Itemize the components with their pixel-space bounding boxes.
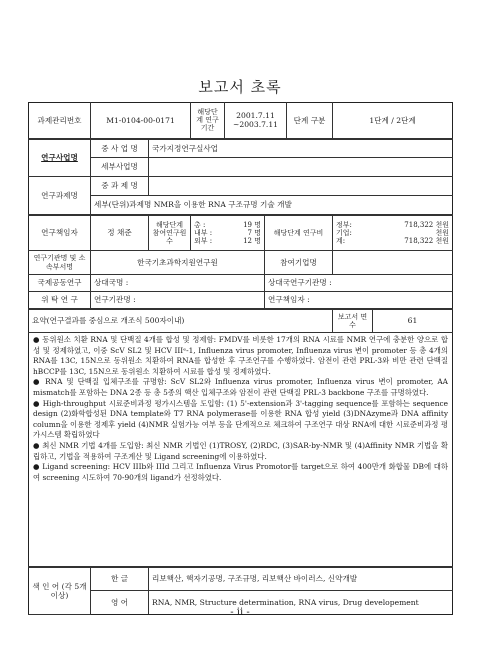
foreign-inst-label: 상대국연구기관명 : xyxy=(268,278,332,288)
keywords-korean-label: 한 글 xyxy=(91,567,149,591)
keywords-english-value: RNA, NMR, Structure determination, RNA virus, Drug developement xyxy=(149,591,453,615)
project-number-value: M1-0104-00-0171 xyxy=(91,103,191,139)
summary-bullet: ● 최신 NMR 기법 4개를 도입함: 최신 NMR 기법인 (1)TROSY, (2)RDC, (3)SAR-by-NMR 및 (4)Affinity NMR 기법을 확립하고, 기법을 적용하여 구조계산 및 Ligand screening에 이용하였다. xyxy=(33,440,449,461)
unit-label: 명 xyxy=(254,236,261,245)
researcher-row xyxy=(29,215,453,251)
program-sub-value xyxy=(149,158,453,177)
program-sub-row xyxy=(29,158,453,177)
researcher-counts xyxy=(191,215,265,251)
summary-bullet: ● Ligand screening: HCV IIIb와 IIId 그리고 Influenza Virus Promotor를 target으로 하여 400만개 화합물 DB에 대하여 screening 시도하여 70-90개의 ligand가 선정하였다. xyxy=(33,462,449,482)
international-row xyxy=(29,275,453,292)
summary-bullet: ● RNA 및 단백질 입체구조를 규명함: ScV SL2와 Influenza virus promoter, Influenza virus 변이 promoter, AA mismatch를 포함하는 DNA 2종 등 총 5종의 핵산 입체구조와 암전이 관련 단백질 PRL-3 backbone 구조를 규명하였다. xyxy=(33,377,449,397)
program-main-value: 국가지정연구실사업 xyxy=(149,139,453,158)
unit-label: 명 xyxy=(254,228,261,237)
international-inst xyxy=(265,275,453,292)
summary-header-row xyxy=(29,309,453,333)
partner-value xyxy=(333,251,453,275)
phase-label: 단계 구분 xyxy=(287,103,333,139)
institution-value: 한국기초과학지원연구원 xyxy=(91,251,265,275)
total-budget-value: 718,322 xyxy=(404,236,434,245)
abstract-table xyxy=(28,102,453,615)
project-number-label: 과제관리번호 xyxy=(29,103,91,139)
program-group-label: 연구사업명 xyxy=(29,139,91,177)
phase-value: 1단계 / 2단계 xyxy=(333,103,453,139)
keywords-english-label: 영 어 xyxy=(91,591,149,615)
task-main-label: 중 과 제 명 xyxy=(91,177,149,196)
task-group-label: 연구과제명 xyxy=(29,177,91,215)
task-sub-label: 세부(단위)과제명 xyxy=(94,200,152,210)
internal-value: 7 xyxy=(247,228,252,237)
report-title: 보고서 초록 xyxy=(198,78,282,96)
program-main-row xyxy=(29,139,453,158)
commission-label: 위 탁 연 구 xyxy=(29,292,91,309)
commission-inst xyxy=(91,292,265,309)
currency-label: 천원 xyxy=(435,236,450,245)
international-label: 국제공동연구 xyxy=(29,275,91,292)
commission-inst-label: 연구기관명 : xyxy=(94,295,136,305)
summary-bullet: ● 동위원소 치환 RNA 및 단백질 4개를 합성 및 정제함: FMDV를 비롯한 17개의 RNA 시료를 NMR 연구에 충분한 양으로 합성 및 정제하였고, 이중 ScV SL2 및 HCV IIIᵉ-1, Influenza virus promoter, Influenza virus 변이 promoter 등 총 4개의 RNA를 13C, 15N으로 동위원소 치환하여 RNA를 합성한 후 구조연구를 수행하였다. 암전이 관련 PRL-3와 비만 관련 단백질 hBCCP를 13C, 15N으로 동위원소 치환하여 시료를 합성 및 정제하였다. xyxy=(33,335,449,376)
internal-label: 내부 : xyxy=(194,228,213,237)
leader-label: 연구책임자 xyxy=(29,215,91,251)
summary-header-label: 요약(연구결과를 중심으로 개조식 500자이내) xyxy=(29,309,333,333)
keywords-korean-value: 리보핵산, 핵자기공명, 구조규명, 리보핵산 바이러스, 신약개발 xyxy=(149,567,453,591)
task-main-value xyxy=(149,177,453,196)
program-main-label: 중 사 업 명 xyxy=(91,139,149,158)
page-number: - ii - xyxy=(230,607,250,618)
task-sub-cell xyxy=(91,196,453,215)
institution-label: 연구기관명 및 소속부서명 xyxy=(29,251,91,275)
commission-leader xyxy=(265,292,453,309)
commission-row xyxy=(29,292,453,309)
summary-bullet: ● High-throughput 시료준비과정 평가시스템을 도입함: (1) 5'-extension과 3'-tagging sequence를 포함하는 sequence design (2)화학합성된 DNA template와 T7 RNA polymerase를 이용한 RNA 합성 yield (3)DNAzyme과 DNA affinity column을 이용한 정제후 yield (4)NMR 실험가능 여부 등을 단계적으로 체크하여 구조연구 대상 RNA에 대한 시료준비과정 평가시스템 확립하였다 xyxy=(33,398,449,440)
pages-value: 61 xyxy=(373,309,453,333)
unit-label: 명 xyxy=(254,220,261,229)
budget-values xyxy=(333,215,453,251)
corp-label: 기업: xyxy=(336,228,352,237)
external-label: 외부 : xyxy=(194,236,213,245)
currency-label: 천원 xyxy=(435,228,450,237)
currency-label: 천원 xyxy=(435,220,450,229)
period-value: 2001.7.11 ~2003.7.11 xyxy=(225,103,287,139)
commission-leader-label: 연구책임자 : xyxy=(268,295,310,305)
program-sub-label: 세부사업명 xyxy=(91,158,149,177)
task-sub-value: NMR을 이용한 RNA 구조규명 기술 개발 xyxy=(153,200,292,210)
international-country xyxy=(91,275,265,292)
total-budget-label: 계: xyxy=(336,236,346,245)
keywords-label: 색 인 어 (각 5개 이상) xyxy=(29,567,91,615)
external-value: 12 xyxy=(243,236,252,245)
gov-label: 정부: xyxy=(336,220,352,229)
project-row xyxy=(29,103,453,139)
partner-label: 참여기업명 xyxy=(265,251,333,275)
total-label: 총 : xyxy=(194,220,206,229)
country-label: 상대국명 : xyxy=(94,278,129,288)
institution-row xyxy=(29,251,453,275)
period-label: 해당단계 연구기간 xyxy=(191,103,225,139)
budget-label: 해당단계 연구비 xyxy=(265,215,333,251)
summary-body xyxy=(29,333,453,567)
task-sub-row xyxy=(29,196,453,215)
gov-value: 718,322 xyxy=(404,220,434,229)
summary-body-row xyxy=(29,333,453,567)
total-value: 19 xyxy=(243,220,252,229)
pages-label: 보고서 면수 xyxy=(333,309,373,333)
task-main-row xyxy=(29,177,453,196)
leader-value: 정 채준 xyxy=(91,215,149,251)
keywords-korean-row xyxy=(29,567,453,591)
researcher-count-label: 해당단계 참여연구원수 xyxy=(149,215,191,251)
